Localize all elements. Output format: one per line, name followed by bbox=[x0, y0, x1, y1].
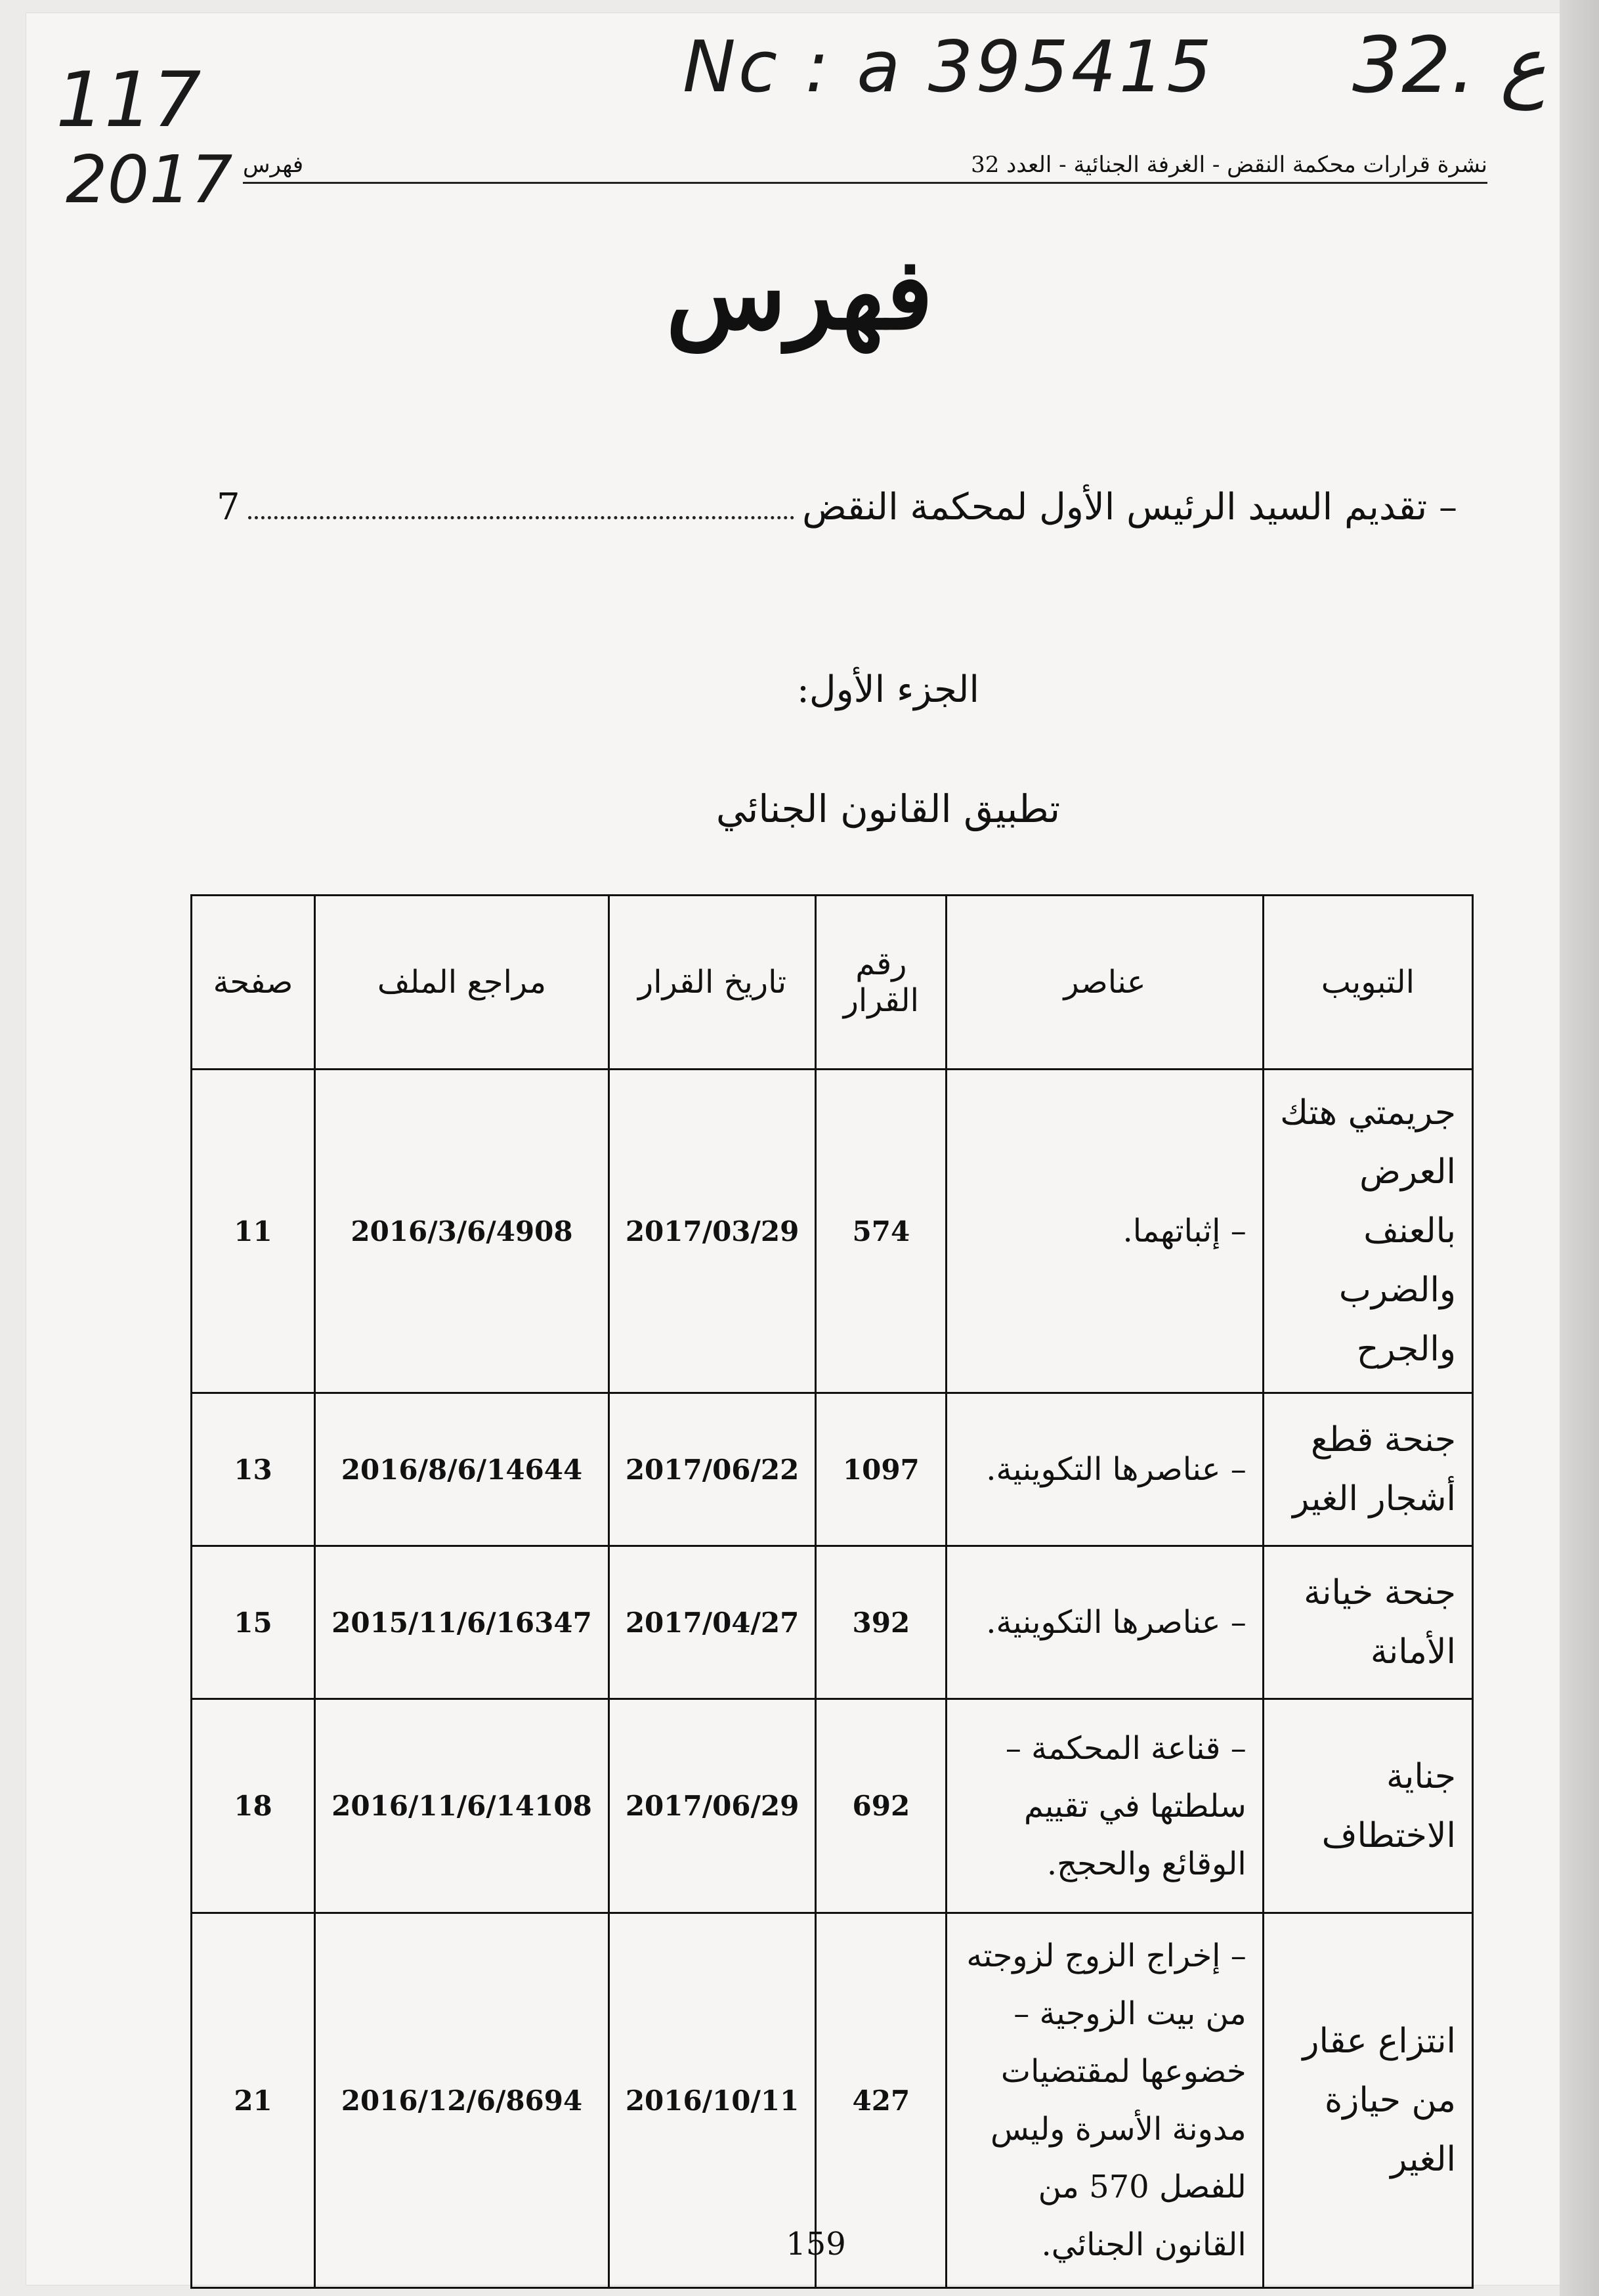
cell-decision-no: 427 bbox=[816, 1913, 947, 2288]
section-label: فهرس bbox=[243, 152, 304, 178]
index-table bbox=[190, 894, 1474, 2289]
cell-tabulation: جريمتي هتك العرض بالعنف والضرب والجرح bbox=[1263, 1070, 1472, 1393]
handwritten-year: 2017 bbox=[66, 141, 233, 218]
table-row bbox=[192, 1070, 1473, 1393]
cell-decision-no: 692 bbox=[816, 1699, 947, 1913]
cell-page: 18 bbox=[192, 1699, 315, 1913]
intro-text: – تقديم السيد الرئيس الأول لمحكمة النقض bbox=[802, 486, 1457, 529]
part-subtitle: تطبيق القانون الجنائي bbox=[715, 787, 1061, 831]
cell-decision-date: 2017/06/29 bbox=[608, 1699, 815, 1913]
cell-elements: – إخراج الزوج لزوجته من بيت الزوجية – خضوعها لمقتضيات مدونة الأسرة وليس للفصل 570 من القانون الجنائي. bbox=[947, 1913, 1263, 2288]
header-file-refs: مراجع الملف bbox=[315, 896, 609, 1070]
header-tabulation: التبويب bbox=[1263, 896, 1472, 1070]
cell-file-refs: 2015/11/6/16347 bbox=[315, 1546, 609, 1699]
handwritten-code: 32. ع bbox=[1352, 20, 1546, 110]
cell-decision-date: 2017/06/22 bbox=[608, 1393, 815, 1546]
handwritten-reference: Nc : a 395415 bbox=[683, 26, 1215, 108]
running-header bbox=[243, 141, 1487, 184]
page-number: 159 bbox=[786, 2226, 846, 2263]
header-elements: عناصر bbox=[947, 896, 1263, 1070]
cell-decision-date: 2017/04/27 bbox=[608, 1546, 815, 1699]
table-header-row bbox=[192, 896, 1473, 1070]
cell-decision-no: 392 bbox=[816, 1546, 947, 1699]
cell-elements: – عناصرها التكوينية. bbox=[947, 1546, 1263, 1699]
cell-tabulation: انتزاع عقار من حيازة الغير bbox=[1263, 1913, 1472, 2288]
header-page: صفحة bbox=[192, 896, 315, 1070]
cell-file-refs: 2016/8/6/14644 bbox=[315, 1393, 609, 1546]
cell-file-refs: 2016/12/6/8694 bbox=[315, 1913, 609, 2288]
cell-decision-date: 2017/03/29 bbox=[608, 1070, 815, 1393]
table-row bbox=[192, 1546, 1473, 1699]
cell-elements: – إثباتهما. bbox=[947, 1070, 1263, 1393]
cell-tabulation: جناية الاختطاف bbox=[1263, 1699, 1472, 1913]
cell-tabulation: جنحة قطع أشجار الغير bbox=[1263, 1393, 1472, 1546]
cell-tabulation: جنحة خيانة الأمانة bbox=[1263, 1546, 1472, 1699]
publication-title: نشرة قرارات محكمة النقض - الغرفة الجنائية - العدد 32 bbox=[971, 152, 1487, 178]
handwritten-number: 117 bbox=[56, 56, 202, 144]
cell-page: 11 bbox=[192, 1070, 315, 1393]
part-title: الجزء الأول: bbox=[797, 668, 979, 711]
leader-dots bbox=[248, 503, 795, 519]
table-row bbox=[192, 1699, 1473, 1913]
cell-file-refs: 2016/11/6/14108 bbox=[315, 1699, 609, 1913]
cell-page: 15 bbox=[192, 1546, 315, 1699]
cell-elements: – قناعة المحكمة – سلطتها في تقييم الوقائع والحجج. bbox=[947, 1699, 1263, 1913]
intro-entry bbox=[217, 486, 1457, 529]
cell-page: 13 bbox=[192, 1393, 315, 1546]
cell-file-refs: 2016/3/6/4908 bbox=[315, 1070, 609, 1393]
cell-page: 21 bbox=[192, 1913, 315, 2288]
table-row bbox=[192, 1393, 1473, 1546]
page-title: فهرس bbox=[666, 236, 933, 352]
cell-elements: – عناصرها التكوينية. bbox=[947, 1393, 1263, 1546]
cell-decision-no: 574 bbox=[816, 1070, 947, 1393]
cell-decision-no: 1097 bbox=[816, 1393, 947, 1546]
cell-decision-date: 2016/10/11 bbox=[608, 1913, 815, 2288]
intro-page: 7 bbox=[217, 486, 240, 529]
header-decision-no: رقم القرار bbox=[816, 896, 947, 1070]
header-decision-date: تاريخ القرار bbox=[608, 896, 815, 1070]
